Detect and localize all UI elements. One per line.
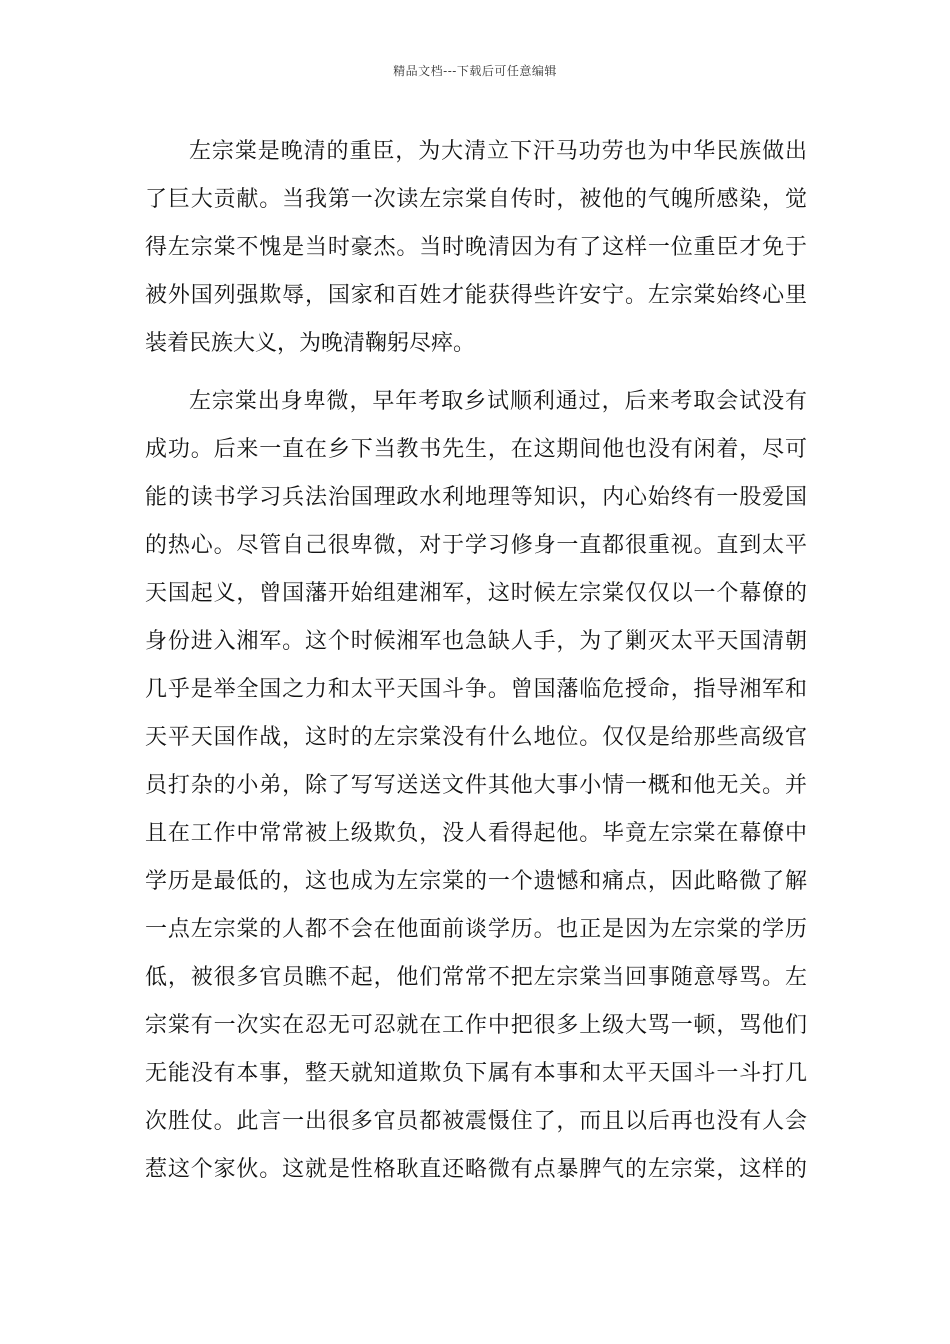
text-line: 装着民族大义，为晚清鞠躬尽瘁。	[145, 331, 476, 356]
text-line: 惹这个家伙。这就是性格耿直还略微有点暴脾气的左宗棠，这样的	[145, 1157, 807, 1182]
page-header: 精品文档---下载后可任意编辑	[393, 64, 557, 78]
text-line: 学历是最低的，这也成为左宗棠的一个遗憾和痛点，因此略微了解	[145, 869, 807, 894]
text-line: 低，被很多官员瞧不起，他们常常不把左宗棠当回事随意辱骂。左	[145, 965, 807, 990]
text-line: 了巨大贡献。当我第一次读左宗棠自传时，被他的气魄所感染，觉	[145, 187, 807, 212]
paragraph	[145, 128, 807, 368]
text-line: 且在工作中常常被上级欺负，没人看得起他。毕竟左宗棠在幕僚中	[145, 821, 807, 846]
text-line: 被外国列强欺辱，国家和百姓才能获得些许安宁。左宗棠始终心里	[145, 283, 807, 308]
text-line: 天国起义，曾国藩开始组建湘军，这时候左宗棠仅仅以一个幕僚的	[145, 581, 807, 606]
document-body	[145, 128, 807, 1194]
text-line: 次胜仗。此言一出很多官员都被震慑住了，而且以后再也没有人会	[145, 1109, 807, 1134]
text-line: 无能没有本事，整天就知道欺负下属有本事和太平天国斗一斗打几	[145, 1061, 807, 1086]
paragraph-gap	[145, 368, 807, 378]
text-line: 宗棠有一次实在忍无可忍就在工作中把很多上级大骂一顿，骂他们	[145, 1013, 807, 1038]
text-line: 天平天国作战，这时的左宗棠没有什么地位。仅仅是给那些高级官	[145, 725, 807, 750]
text-line: 能的读书学习兵法治国理政水利地理等知识，内心始终有一股爱国	[145, 485, 807, 510]
text-line: 得左宗棠不愧是当时豪杰。当时晚清因为有了这样一位重臣才免于	[145, 235, 807, 260]
text-line: 员打杂的小弟，除了写写送送文件其他大事小情一概和他无关。并	[145, 773, 807, 798]
text-line: 的热心。尽管自己很卑微，对于学习修身一直都很重视。直到太平	[145, 533, 807, 558]
text-line: 成功。后来一直在乡下当教书先生，在这期间他也没有闲着，尽可	[145, 437, 807, 462]
text-line: 身份进入湘军。这个时候湘军也急缺人手，为了剿灭太平天国清朝	[145, 629, 807, 654]
text-line: 左宗棠出身卑微，早年考取乡试顺利通过，后来考取会试没有	[189, 389, 807, 414]
text-line: 左宗棠是晚清的重臣，为大清立下汗马功劳也为中华民族做出	[189, 139, 807, 164]
text-line: 几乎是举全国之力和太平天国斗争。曾国藩临危授命，指导湘军和	[145, 677, 807, 702]
text-line: 一点左宗棠的人都不会在他面前谈学历。也正是因为左宗棠的学历	[145, 917, 807, 942]
paragraph	[145, 378, 807, 1194]
